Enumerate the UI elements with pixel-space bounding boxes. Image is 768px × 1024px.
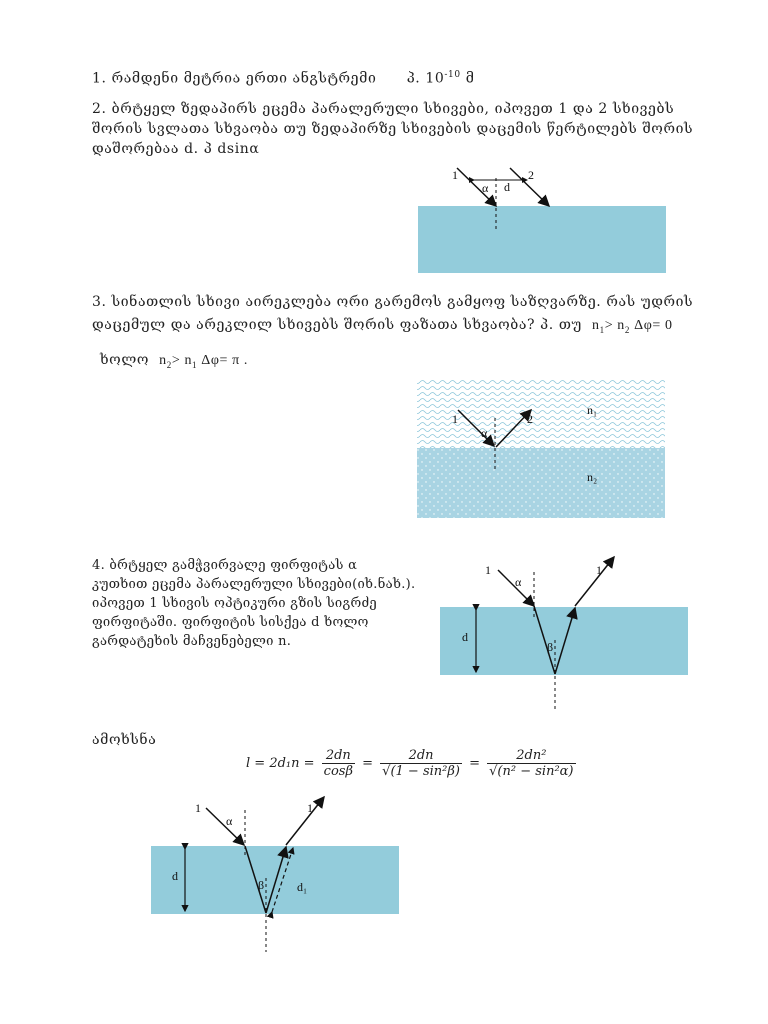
- ray-2-label: 2: [527, 412, 533, 426]
- surface-block: [418, 206, 666, 273]
- question-4-line-5: გარდატეხის მაჩვენებელი n.: [92, 634, 292, 649]
- ray-in-label: 1: [195, 801, 201, 815]
- n2-label: n₂: [587, 470, 598, 484]
- ray-out-label: 1: [596, 563, 602, 577]
- cond1-result: Δφ= 0: [630, 318, 673, 333]
- condition-2: [159, 353, 248, 368]
- question-2-line-3: დაშორებაა d. პ dsinα: [92, 141, 260, 157]
- ray-1-label: 1: [452, 168, 458, 182]
- cond2-result: Δφ= π .: [197, 353, 249, 368]
- fraction-3-denominator: √(n² − sin²α): [489, 764, 574, 779]
- solution-formula: [246, 748, 579, 779]
- question-2-line-2: შორის სვლათა სხვაობა თუ ზედაპირზე სხივების დაცემის წერტილებს შორის: [92, 121, 694, 137]
- line-3-prefix: ხოლო: [100, 352, 155, 368]
- question-4-line-3: იპოვეთ 1 სხივის ოპტიკური გზის სიგრძე: [92, 596, 378, 611]
- fraction-2-numerator: 2dn: [380, 748, 462, 764]
- ray-out-label: 1: [307, 801, 313, 815]
- plate-block: [440, 607, 688, 675]
- answer-value: 10: [425, 70, 445, 87]
- fraction-3-numerator: 2dn²: [487, 748, 575, 764]
- fraction-2: [380, 748, 462, 779]
- cond2-gt: > n: [171, 353, 193, 368]
- equals-sign: =: [469, 756, 480, 771]
- cond1-n: n: [591, 318, 600, 333]
- question-4-line-4: ფირფიტაში. ფირფიტის სისქეა d ხოლო: [92, 615, 369, 630]
- cond1-sub1: 1: [599, 324, 605, 335]
- answer-prefix: პ.: [406, 70, 426, 87]
- question-1-text: 1. რამდენი მეტრია ერთი ანგსტრემი: [92, 70, 377, 87]
- question-3-line-1: 3. სინათლის სხივი აირეკლება ორი გარემოს გამყოფ საზღვარზე. რას უდრის: [92, 294, 694, 310]
- question-4-line-2: კუთხით ეცემა პარალერული სხივები(იხ.ნახ.).: [92, 577, 416, 592]
- question-3-line-2: [92, 315, 673, 340]
- alpha-label: α: [481, 426, 488, 440]
- d-label: d: [462, 630, 468, 644]
- ray-in-label: 1: [485, 563, 491, 577]
- ray-1-label: 1: [452, 412, 458, 426]
- d-label: d: [172, 869, 178, 883]
- beta-label: β: [258, 878, 265, 892]
- answer-exponent: -10: [444, 70, 461, 80]
- fraction-1-denominator: cosβ: [323, 764, 353, 779]
- cond1-gt: > n: [604, 318, 625, 333]
- cond2-sub2: 2: [166, 359, 172, 370]
- solution-heading: ამოხსნა: [92, 732, 157, 748]
- ray-1-arrow: [457, 168, 496, 206]
- beta-label: β: [547, 640, 554, 654]
- fraction-3: [487, 748, 575, 779]
- question-4-line-1: 4. ბრტყელ გამჭვირვალე ფირფიტას α: [92, 558, 358, 573]
- question-3-line-3: [100, 350, 248, 375]
- alpha-label: α: [482, 181, 489, 195]
- question-2-line-1: 2. ბრტყელ ზედაპირს ეცემა პარალერული სხივები, იპოვეთ 1 და 2 სხივებს: [92, 101, 675, 117]
- formula-lhs: l = 2d₁n =: [246, 756, 315, 771]
- cond2-sub1: 1: [192, 359, 198, 370]
- cond2-n: n: [159, 353, 167, 368]
- question-3-line-2-text: დაცემულ და არეკლილ სხივებს შორის ფაზათა სხვაობა? პ. თუ: [92, 317, 582, 333]
- condition-1: [592, 318, 673, 333]
- outgoing-ray-arrow: [575, 557, 614, 606]
- n1-label: n₁: [587, 403, 598, 417]
- outgoing-ray-arrow: [286, 797, 324, 845]
- answer-unit: მ: [460, 70, 475, 87]
- equals-sign: =: [362, 756, 374, 771]
- ray-2-label: 2: [528, 168, 534, 182]
- fraction-2-denominator: √(1 − sin²β): [382, 764, 460, 779]
- alpha-label: α: [226, 814, 233, 828]
- alpha-label: α: [515, 575, 522, 589]
- d-label: d: [504, 180, 510, 194]
- medium-2-region: [417, 448, 665, 518]
- d1-label: d₁: [297, 880, 308, 894]
- cond1-sub2: 2: [624, 324, 631, 335]
- fraction-1-numerator: 2dn: [322, 748, 355, 764]
- fraction-1: [322, 748, 355, 779]
- incident-ray-arrow: [206, 808, 244, 845]
